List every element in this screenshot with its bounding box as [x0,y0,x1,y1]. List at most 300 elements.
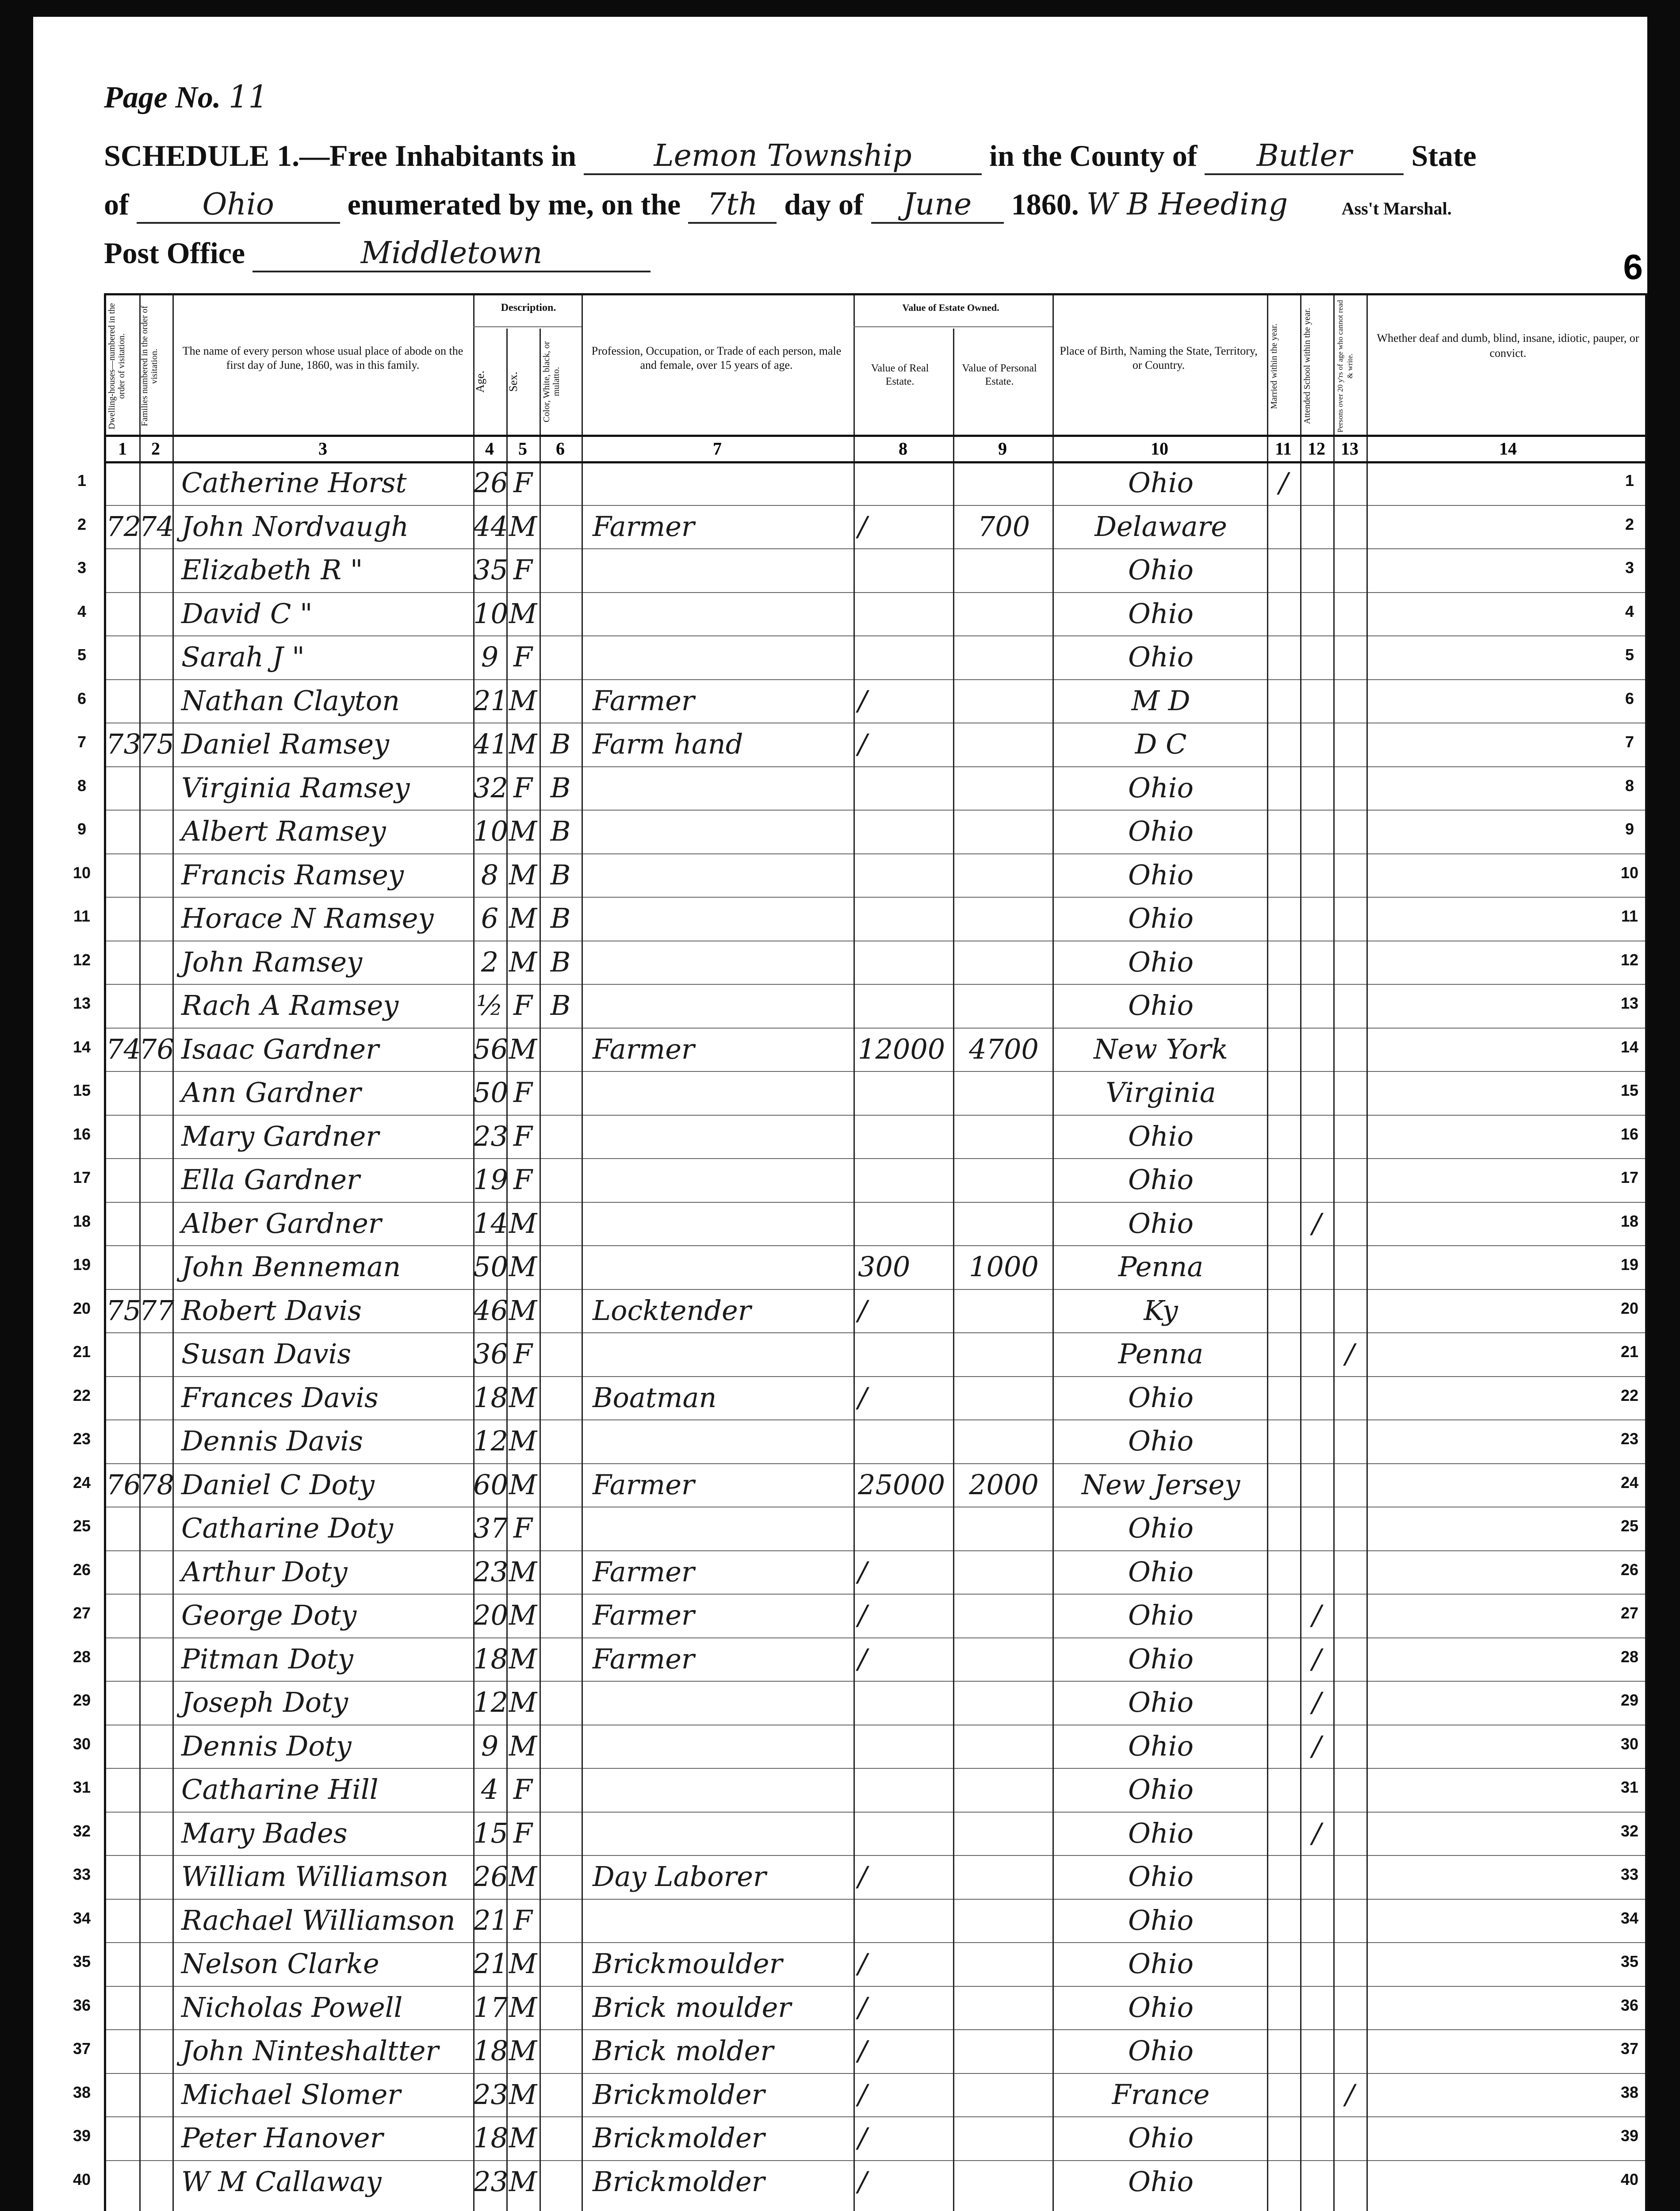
cell-fam [139,1507,172,1550]
cell-age: 21 [473,1904,508,1936]
row-number-right: 15 [1620,1081,1639,1099]
post-office-field: Middletown [253,236,651,272]
cell-r [1333,1202,1366,1245]
cell-sex: M [509,1686,537,1718]
cell-color [540,2116,582,2160]
cell-real: / [858,1860,867,1893]
cell-occ: Farmer [593,1555,695,1588]
cell-birth: Ohio [1128,1555,1194,1588]
cell-birth: Penna [1118,1338,1204,1370]
cell-color [540,1419,582,1463]
cell-r [1333,1986,1366,2029]
cell-r [1333,1681,1366,1724]
cell-name: Virginia Ramsey [181,771,410,804]
cell-birth: Ohio [1128,1207,1194,1239]
col3-header: The name of every person whose usual place of abode on the first day of June, 1860, was in this family. [182,344,463,371]
cell-sex: M [509,2122,537,2154]
cell-fam [139,2029,172,2073]
cell-age: 21 [473,684,508,717]
cell-r [1333,1376,1366,1419]
row-number-left: 29 [73,1691,91,1709]
cell-pers [957,2029,1050,2073]
cell-birth: New Jersey [1081,1468,1240,1501]
row-number-left: 12 [73,950,91,969]
cell-dw [106,1376,139,1419]
cell-r [1333,1637,1366,1681]
marshal-label: Ass't Marshal. [1341,199,1452,218]
cell-pers: 1000 [969,1251,1039,1283]
column-number: 1 [118,439,127,459]
cell-s: / [1312,1686,1321,1718]
cell-age: 23 [473,2078,508,2111]
cell-dw [106,2116,139,2160]
cell-fam [139,1899,172,1942]
cell-birth: Ohio [1128,1860,1194,1893]
row-number-right: 10 [1620,863,1639,882]
cell-s [1300,984,1333,1027]
cell-r [1333,1463,1366,1507]
cell-m [1267,1899,1300,1942]
row-number-left: 1 [77,471,87,490]
cell-m [1267,1376,1300,1419]
cell-m [1267,1158,1300,1201]
cell-m [1267,810,1300,853]
cell-color [540,1202,582,1245]
cell-sex: F [513,467,533,499]
row-number-right: 34 [1620,1909,1639,1927]
cell-color [540,1725,582,1768]
cell-birth: Ohio [1128,1512,1194,1544]
cell-pers [957,1071,1050,1114]
cell-name: Sarah J " [181,641,305,673]
cell-fam [139,984,172,1027]
cell-color [540,635,582,679]
cell-m [1267,1725,1300,1768]
cell-dw [106,1899,139,1942]
cell-real [858,1681,951,1724]
cell-real [858,1725,951,1768]
cell-dw: 76 [106,1468,141,1501]
cell-name: Catharine Hill [181,1773,379,1806]
cell-color: B [550,945,571,978]
row-number-left: 24 [73,1473,91,1492]
cell-birth: Ohio [1128,858,1194,891]
row-number-right: 20 [1620,1299,1639,1317]
cell-m [1267,1637,1300,1681]
cell-fam [139,1071,172,1114]
cell-color [540,1158,582,1201]
cell-dw [106,548,139,592]
column-number: 13 [1341,439,1359,459]
cell-s [1300,810,1333,853]
cell-occ [593,1202,849,1245]
cell-color [540,2073,582,2116]
row-number-left: 19 [73,1255,91,1274]
cell-dw [106,1594,139,1637]
cell-color [540,1942,582,1985]
cell-name: Pitman Doty [181,1642,353,1675]
cell-name: Rach A Ramsey [181,989,399,1021]
cell-pers [957,984,1050,1027]
cell-dw [106,1245,139,1289]
column-divider [506,329,508,2211]
cell-real: 25000 [858,1468,945,1501]
township-field: Lemon Township [584,138,982,175]
cell-name: John Ramsey [181,945,363,978]
cell-age: 20 [473,1599,508,1631]
cell-name: John Ninteshaltter [181,2035,439,2067]
cell-sex: F [513,554,533,586]
cell-color [540,2029,582,2073]
cell-occ [593,984,849,1027]
cell-s: / [1312,1207,1321,1239]
description-header: Description. [501,302,556,314]
cell-occ [593,1419,849,1463]
row-number-right: 29 [1620,1691,1639,1709]
cell-m [1267,897,1300,940]
cell-s [1300,679,1333,723]
cell-dw [106,1158,139,1201]
column-divider [1366,295,1368,2211]
cell-real [858,1158,951,1201]
row-number-right: 1 [1625,471,1634,490]
cell-name: Horace N Ramsey [181,902,434,934]
column-number: 11 [1275,439,1292,459]
cell-name: Peter Hanover [181,2122,383,2154]
cell-r [1333,2160,1366,2203]
row-number-left: 2 [77,515,87,533]
cell-s [1300,1289,1333,1332]
cell-s [1300,505,1333,548]
cell-birth: New York [1094,1033,1228,1065]
cell-dw [106,1202,139,1245]
cell-s [1300,1376,1333,1419]
cell-r [1333,941,1366,984]
of-label: of [104,187,129,221]
row-number-left: 11 [73,907,91,925]
col11-header: Married within the year. [1269,323,1279,409]
cell-real [858,766,951,810]
cell-pers [957,1550,1050,1594]
column-divider [853,295,855,2211]
row-number-left: 37 [73,2039,91,2058]
cell-age: 26 [473,467,508,499]
cell-color [540,1594,582,1637]
row-number-right: 37 [1620,2039,1639,2058]
cell-name: Ella Gardner [181,1163,360,1196]
row-number-right: 40 [1620,2170,1639,2188]
cell-color [540,1332,582,1376]
cell-name: Frances Davis [181,1381,379,1414]
cell-name: Isaac Gardner [181,1033,379,1065]
cell-pers [957,766,1050,810]
cell-occ: Brickmolder [593,2122,765,2154]
cell-age: 56 [473,1033,508,1065]
cell-s [1300,1463,1333,1507]
row-number-right: 32 [1620,1821,1639,1840]
cell-r [1333,1245,1366,1289]
row-number-left: 27 [73,1604,91,1622]
row-number-right: 6 [1625,689,1634,708]
row-number-right: 2 [1625,515,1634,533]
column-number: 3 [318,439,327,459]
cell-real: / [858,1991,867,2024]
cell-name: Rachael Williamson [181,1904,455,1936]
cell-real: / [858,1947,867,1980]
census-sheet [33,17,1647,2211]
cell-s [1300,941,1333,984]
cell-m [1267,984,1300,1027]
cell-name: Mary Gardner [181,1120,379,1152]
cell-r [1333,897,1366,940]
cell-dw: 75 [106,1294,141,1327]
column-number: 7 [713,439,722,459]
cell-name: Dennis Davis [181,1425,363,1457]
column-divider [473,295,475,2211]
cell-fam [139,941,172,984]
cell-birth: Ohio [1128,989,1194,1021]
column-divider [1267,295,1268,2211]
cell-r [1333,1855,1366,1898]
row-number-left: 16 [73,1125,91,1143]
cell-sex: M [509,1991,537,2024]
cell-s [1300,1986,1333,2029]
cell-occ: Farm hand [593,728,743,760]
cell-color: B [550,771,571,804]
column-divider [953,329,954,2211]
cell-fam [139,2073,172,2116]
cell-pers [957,1332,1050,1376]
cell-occ: Brickmolder [593,2078,765,2111]
cell-r [1333,1158,1366,1201]
marshal-signature: W B Heeding [1086,187,1288,222]
cell-dw [106,984,139,1027]
cell-birth: Ohio [1128,554,1194,586]
cell-sex: M [509,1294,537,1327]
cell-sex: M [509,902,537,934]
cell-age: 19 [473,1163,508,1196]
row-number-left: 8 [77,776,87,795]
header-subdivider [473,326,582,327]
cell-occ: Farmer [593,510,695,543]
cell-birth: Ohio [1128,2165,1194,2198]
cell-name: Nicholas Powell [181,1991,403,2024]
cell-s [1300,548,1333,592]
cell-occ [593,1725,849,1768]
cell-sex: F [513,1904,533,1936]
cell-fam: 76 [139,1033,174,1065]
row-number-left: 28 [73,1647,91,1666]
cell-dw [106,592,139,635]
cell-r [1333,1725,1366,1768]
cell-color [540,1768,582,1811]
cell-occ [593,1332,849,1376]
cell-pers [957,941,1050,984]
cell-m [1267,723,1300,766]
row-number-right: 4 [1625,602,1634,620]
cell-birth: Ohio [1128,2122,1194,2154]
cell-r [1333,548,1366,592]
cell-fam [139,1812,172,1855]
cell-fam [139,635,172,679]
cell-real: / [858,2122,867,2154]
cell-m [1267,1289,1300,1332]
cell-color [540,1855,582,1898]
cell-sex: M [509,1468,537,1501]
cell-age: 50 [473,1076,508,1109]
column-divider [1052,295,1054,2211]
cell-occ: Brickmolder [593,2165,765,2198]
cell-dw [106,766,139,810]
cell-age: 2 [481,945,499,978]
header-rule [106,435,1645,437]
cell-s [1300,897,1333,940]
cell-name: Catherine Horst [181,467,407,499]
column-divider [540,329,541,2211]
cell-s [1300,2073,1333,2116]
cell-pers [957,548,1050,592]
row-number-right: 13 [1620,994,1639,1012]
cell-dw [106,1332,139,1376]
cell-m [1267,1986,1300,2029]
row-number-right: 5 [1625,646,1634,664]
cell-m [1267,1942,1300,1985]
row-number-left: 22 [73,1386,91,1404]
cell-age: 4 [481,1773,499,1806]
cell-name: Michael Slomer [181,2078,401,2111]
cell-age: 60 [473,1468,508,1501]
cell-real [858,853,951,897]
row-number-left: 20 [73,1299,91,1317]
cell-color [540,1289,582,1332]
cell-m [1267,505,1300,548]
column-divider [1300,295,1301,2211]
cell-r [1333,679,1366,723]
row-number-right: 7 [1625,733,1634,751]
cell-pers [957,853,1050,897]
cell-fam [139,2160,172,2203]
cell-s [1300,766,1333,810]
page-number: 11 [228,79,268,115]
row-number-left: 30 [73,1734,91,1753]
row-number-right: 33 [1620,1865,1639,1883]
cell-dw [106,810,139,853]
page-number-line [104,79,268,115]
cell-fam [139,1855,172,1898]
cell-s: / [1312,1642,1321,1675]
row-number-right: 31 [1620,1778,1639,1796]
row-number-left: 35 [73,1952,91,1970]
cell-real [858,897,951,940]
cell-r [1333,766,1366,810]
cell-real: / [858,728,867,760]
cell-s: / [1312,1729,1321,1762]
cell-birth: Virginia [1106,1076,1216,1109]
cell-birth: Ohio [1128,597,1194,630]
row-number-right: 22 [1620,1386,1639,1404]
cell-fam [139,1725,172,1768]
cell-m: / [1279,467,1288,499]
page-label: Page No. [104,80,221,115]
cell-occ: Day Laborer [593,1860,766,1893]
cell-dw [106,1986,139,2029]
cell-fam [139,810,172,853]
cell-birth: France [1112,2078,1210,2111]
cell-dw [106,461,139,505]
cell-s [1300,635,1333,679]
row-number-left: 14 [73,1037,91,1056]
cell-dw [106,1637,139,1681]
cell-sex: F [513,1076,533,1109]
cell-age: 23 [473,2165,508,2198]
cell-birth: Ohio [1128,1947,1194,1980]
cell-name: Elizabeth R " [181,554,363,586]
row-number-left: 10 [73,863,91,882]
cell-m [1267,548,1300,592]
cell-r: / [1345,1338,1355,1370]
cell-fam [139,897,172,940]
cell-s: / [1312,1599,1321,1631]
cell-r [1333,592,1366,635]
cell-s [1300,461,1333,505]
col10-header: Place of Birth, Naming the State, Territory, or Country. [1060,344,1258,371]
cell-name: Daniel Ramsey [181,728,390,760]
cell-m [1267,1681,1300,1724]
cell-occ [593,766,849,810]
cell-sex: M [509,858,537,891]
cell-color: B [550,858,571,891]
cell-age: 15 [473,1817,508,1849]
cell-pers [957,1725,1050,1768]
cell-s [1300,1507,1333,1550]
cell-color [540,1071,582,1114]
cell-m [1267,2116,1300,2160]
row-number-right: 24 [1620,1473,1639,1492]
cell-occ [593,461,849,505]
cell-age: 41 [473,728,508,760]
cell-name: Catharine Doty [181,1512,393,1544]
cell-birth: Ohio [1128,1599,1194,1631]
cell-fam [139,461,172,505]
row-number-right: 18 [1620,1212,1639,1230]
row-number-left: 32 [73,1821,91,1840]
row-number-right: 14 [1620,1037,1639,1056]
enumerated-label: enumerated by me, on the [347,187,681,221]
cell-real [858,984,951,1027]
cell-fam [139,1681,172,1724]
row-number-left: 39 [73,2127,91,2145]
cell-fam [139,1376,172,1419]
cell-dw [106,941,139,984]
cell-pers: 2000 [969,1468,1039,1501]
row-number-left: 31 [73,1778,91,1796]
cell-real [858,1507,951,1550]
cell-s [1300,2116,1333,2160]
cell-pers [957,1507,1050,1550]
cell-name: Arthur Doty [181,1555,348,1588]
cell-pers [957,1681,1050,1724]
row-number-right: 12 [1620,950,1639,969]
cell-m [1267,1419,1300,1463]
day-of-label: day of [784,187,864,221]
cell-birth: Ohio [1128,1991,1194,2024]
cell-sex: M [509,1642,537,1675]
row-number-right: 30 [1620,1734,1639,1753]
cell-name: Daniel C Doty [181,1468,375,1501]
cell-r [1333,1550,1366,1594]
cell-pers [957,2116,1050,2160]
corner-number: 6 [1623,247,1643,287]
